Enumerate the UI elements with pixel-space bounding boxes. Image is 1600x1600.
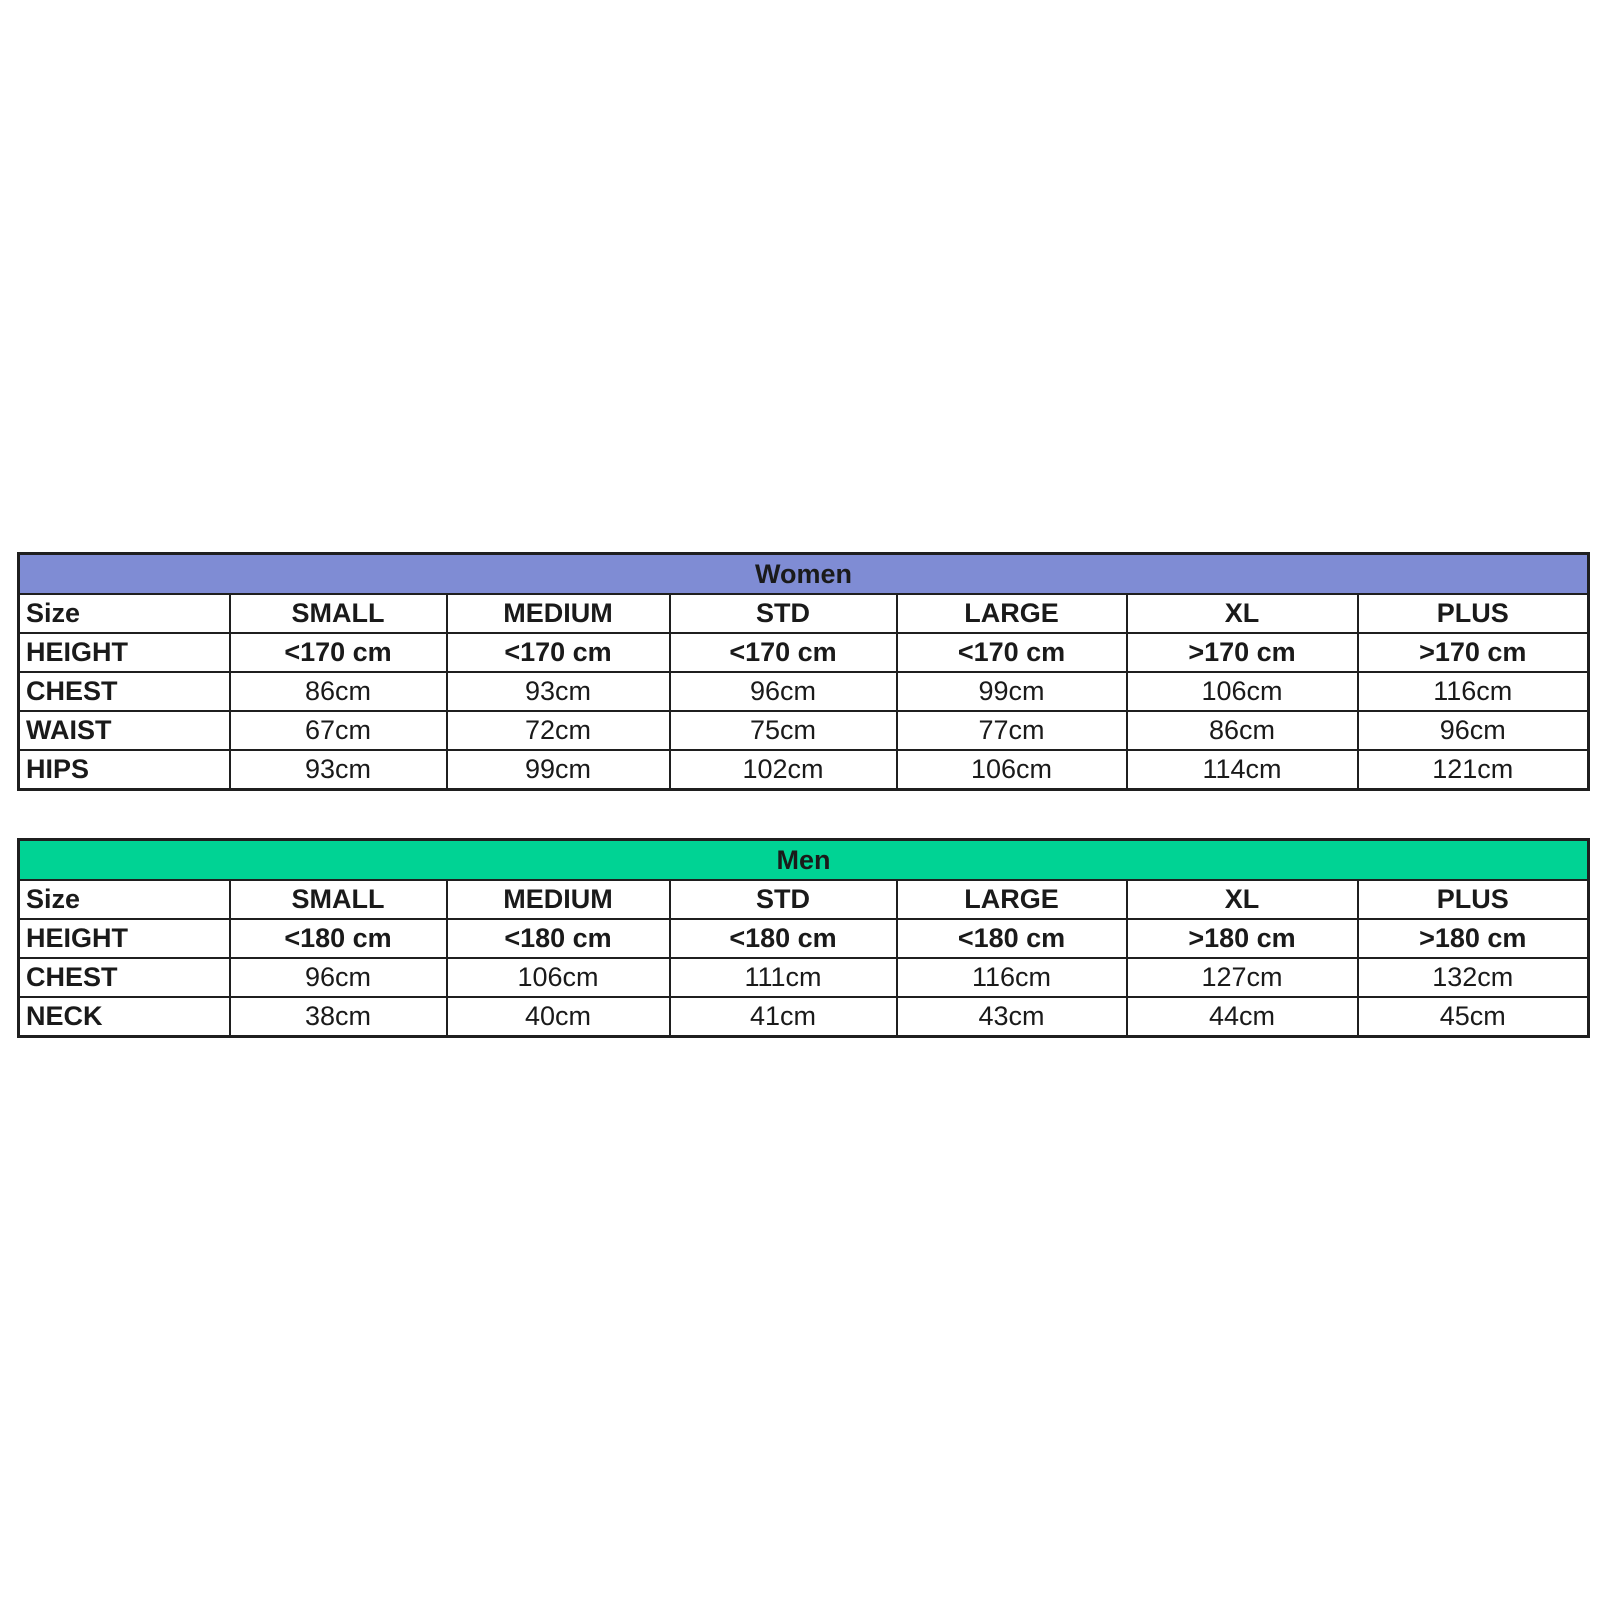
table-cell: 96cm	[230, 958, 447, 997]
size-xl-header: XL	[1127, 594, 1358, 633]
size-plus-header: PLUS	[1358, 594, 1589, 633]
table-cell: 41cm	[670, 997, 897, 1037]
size-xl-header: XL	[1127, 880, 1358, 919]
row-label-chest: CHEST	[19, 672, 230, 711]
table-cell: 40cm	[447, 997, 670, 1037]
table-cell: >170 cm	[1358, 633, 1589, 672]
table-cell: <170 cm	[447, 633, 670, 672]
table-row-chest	[19, 672, 1589, 711]
table-cell: >180 cm	[1358, 919, 1589, 958]
table-cell: 93cm	[447, 672, 670, 711]
row-label-waist: WAIST	[19, 711, 230, 750]
size-small-header: SMALL	[230, 594, 447, 633]
table-cell: 99cm	[447, 750, 670, 790]
table-cell: 93cm	[230, 750, 447, 790]
row-label-chest: CHEST	[19, 958, 230, 997]
row-label-height: HEIGHT	[19, 633, 230, 672]
table-row-waist	[19, 711, 1589, 750]
table-cell: 106cm	[897, 750, 1127, 790]
table-row-height	[19, 633, 1589, 672]
size-plus-header: PLUS	[1358, 880, 1589, 919]
table-cell: 132cm	[1358, 958, 1589, 997]
table-cell: 114cm	[1127, 750, 1358, 790]
table-cell: <180 cm	[670, 919, 897, 958]
table-cell: <180 cm	[897, 919, 1127, 958]
table-cell: <180 cm	[447, 919, 670, 958]
table-cell: 45cm	[1358, 997, 1589, 1037]
table-cell: <170 cm	[897, 633, 1127, 672]
women-size-table	[17, 552, 1590, 791]
table-cell: 116cm	[1358, 672, 1589, 711]
table-cell: 96cm	[670, 672, 897, 711]
table-cell: 99cm	[897, 672, 1127, 711]
row-label-hips: HIPS	[19, 750, 230, 790]
table-cell: 38cm	[230, 997, 447, 1037]
table-cell: 106cm	[1127, 672, 1358, 711]
size-large-header: LARGE	[897, 880, 1127, 919]
men-size-table	[17, 838, 1590, 1038]
size-header-label: Size	[19, 880, 230, 919]
table-cell: <180 cm	[230, 919, 447, 958]
table-cell: 43cm	[897, 997, 1127, 1037]
men-table-title: Men	[19, 840, 1589, 881]
table-cell: 67cm	[230, 711, 447, 750]
size-medium-header: MEDIUM	[447, 594, 670, 633]
row-label-neck: NECK	[19, 997, 230, 1037]
table-cell: 106cm	[447, 958, 670, 997]
table-cell: >180 cm	[1127, 919, 1358, 958]
table-title-row	[19, 840, 1589, 881]
table-cell: 127cm	[1127, 958, 1358, 997]
size-large-header: LARGE	[897, 594, 1127, 633]
table-cell: 44cm	[1127, 997, 1358, 1037]
table-row-neck	[19, 997, 1589, 1037]
table-row-height	[19, 919, 1589, 958]
table-cell: 86cm	[230, 672, 447, 711]
size-header-row	[19, 594, 1589, 633]
size-std-header: STD	[670, 880, 897, 919]
table-cell: 116cm	[897, 958, 1127, 997]
table-row-hips	[19, 750, 1589, 790]
table-row-chest	[19, 958, 1589, 997]
table-cell: 77cm	[897, 711, 1127, 750]
row-label-height: HEIGHT	[19, 919, 230, 958]
table-cell: <170 cm	[230, 633, 447, 672]
size-header-label: Size	[19, 594, 230, 633]
table-cell: 86cm	[1127, 711, 1358, 750]
size-header-row	[19, 880, 1589, 919]
table-cell: >170 cm	[1127, 633, 1358, 672]
women-table-title: Women	[19, 554, 1589, 595]
table-cell: <170 cm	[670, 633, 897, 672]
size-medium-header: MEDIUM	[447, 880, 670, 919]
table-title-row	[19, 554, 1589, 595]
table-cell: 96cm	[1358, 711, 1589, 750]
table-cell: 111cm	[670, 958, 897, 997]
table-cell: 72cm	[447, 711, 670, 750]
table-cell: 102cm	[670, 750, 897, 790]
table-cell: 75cm	[670, 711, 897, 750]
table-cell: 121cm	[1358, 750, 1589, 790]
size-std-header: STD	[670, 594, 897, 633]
size-small-header: SMALL	[230, 880, 447, 919]
